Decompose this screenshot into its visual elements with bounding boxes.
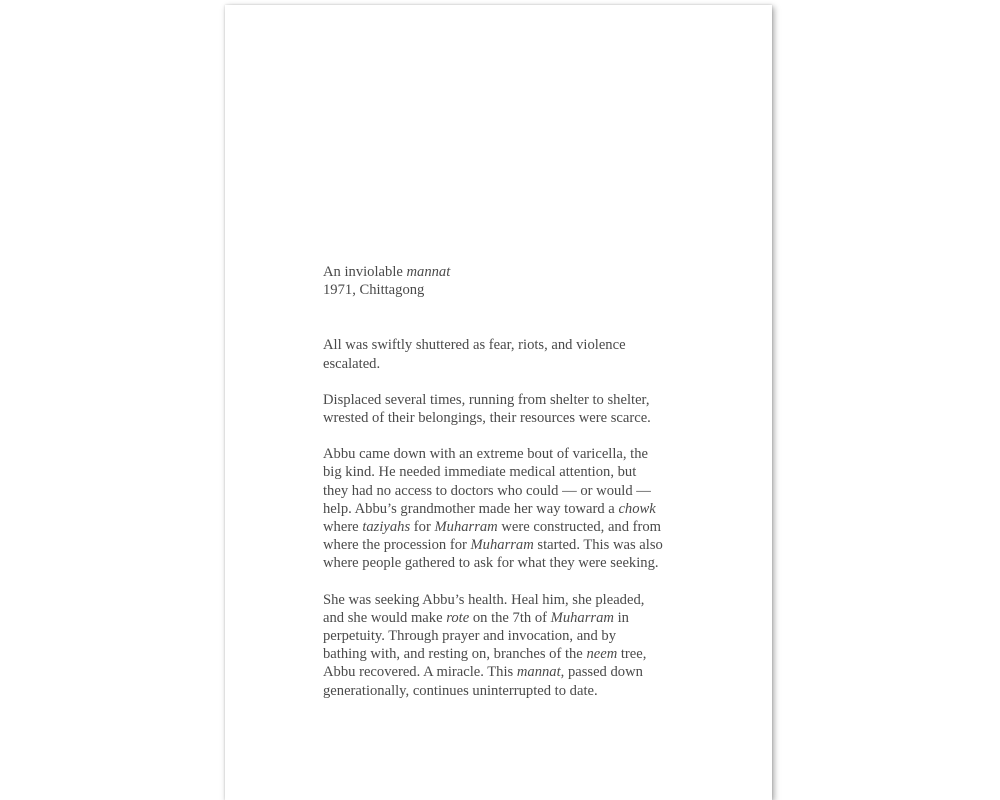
text-run: where people gathered to ask for what they were seeking. — [323, 555, 659, 572]
page-content — [323, 263, 683, 718]
text-run: and she would make — [323, 609, 447, 626]
italic-term: Muharram — [434, 519, 498, 536]
body-text — [323, 336, 683, 699]
text-line — [323, 609, 683, 627]
text-run: bathing with, and resting on, branches of the — [323, 646, 587, 663]
text-run: perpetuity. Through prayer and invocation, and by — [323, 628, 617, 645]
text-line — [323, 554, 683, 572]
italic-term: rote — [446, 609, 470, 626]
italic-term: Muharram — [550, 609, 614, 626]
italic-term: mannat — [516, 664, 561, 681]
text-run: , passed down — [560, 664, 643, 681]
text-line — [323, 682, 683, 700]
text-run: started. This was also — [533, 537, 663, 554]
document-page — [225, 5, 772, 800]
text-run: tree, — [617, 646, 647, 663]
text-line — [323, 355, 683, 373]
text-line — [323, 591, 683, 609]
text-run: they had no access to doctors who could — or would — — [323, 482, 651, 499]
text-run: She was seeking Abbu’s health. Heal him, she pleaded, — [323, 591, 645, 608]
text-run: on the 7th of — [469, 609, 551, 626]
text-run: Abbu recovered. A miracle. This — [323, 664, 517, 681]
title-text: An inviolable — [323, 264, 407, 280]
text-run: for — [410, 519, 435, 536]
paragraph — [323, 336, 683, 372]
italic-term: chowk — [618, 500, 656, 517]
paragraph — [323, 445, 683, 572]
text-run: in — [613, 609, 629, 626]
text-line — [323, 627, 683, 645]
text-run: big kind. He needed immediate medical attention, but — [323, 464, 637, 481]
paragraph — [323, 391, 683, 427]
text-line — [323, 445, 683, 463]
paragraph — [323, 591, 683, 700]
text-line — [323, 645, 683, 663]
italic-term: neem — [586, 646, 618, 663]
text-run: where the procession for — [323, 537, 471, 554]
text-run: were constructed, and from — [497, 519, 662, 536]
text-run: generationally, continues uninterrupted to date. — [323, 682, 598, 699]
text-run: wrested of their belongings, their resources were scarce. — [323, 410, 651, 427]
text-run: All was swiftly shuttered as fear, riots, and violence — [323, 337, 626, 354]
text-line — [323, 500, 683, 518]
heading-block — [323, 263, 683, 299]
document-subtitle: 1971, Chittagong — [323, 282, 425, 299]
text-line — [323, 482, 683, 500]
text-line — [323, 391, 683, 409]
text-line — [323, 336, 683, 354]
text-run: Displaced several times, running from shelter to shelter, — [323, 391, 650, 408]
text-run: Abbu came down with an extreme bout of varicella, the — [323, 446, 649, 463]
text-line — [323, 518, 683, 536]
document-title — [323, 263, 683, 281]
italic-term: Muharram — [470, 537, 534, 554]
text-line — [323, 663, 683, 681]
title-italic-word: mannat — [406, 264, 451, 280]
italic-term: taziyahs — [362, 519, 411, 536]
text-run: escalated. — [323, 355, 381, 372]
text-run: where — [323, 519, 363, 536]
text-line — [323, 463, 683, 481]
text-run: help. Abbu’s grandmother made her way toward a — [323, 500, 619, 517]
text-line — [323, 536, 683, 554]
text-line — [323, 409, 683, 427]
